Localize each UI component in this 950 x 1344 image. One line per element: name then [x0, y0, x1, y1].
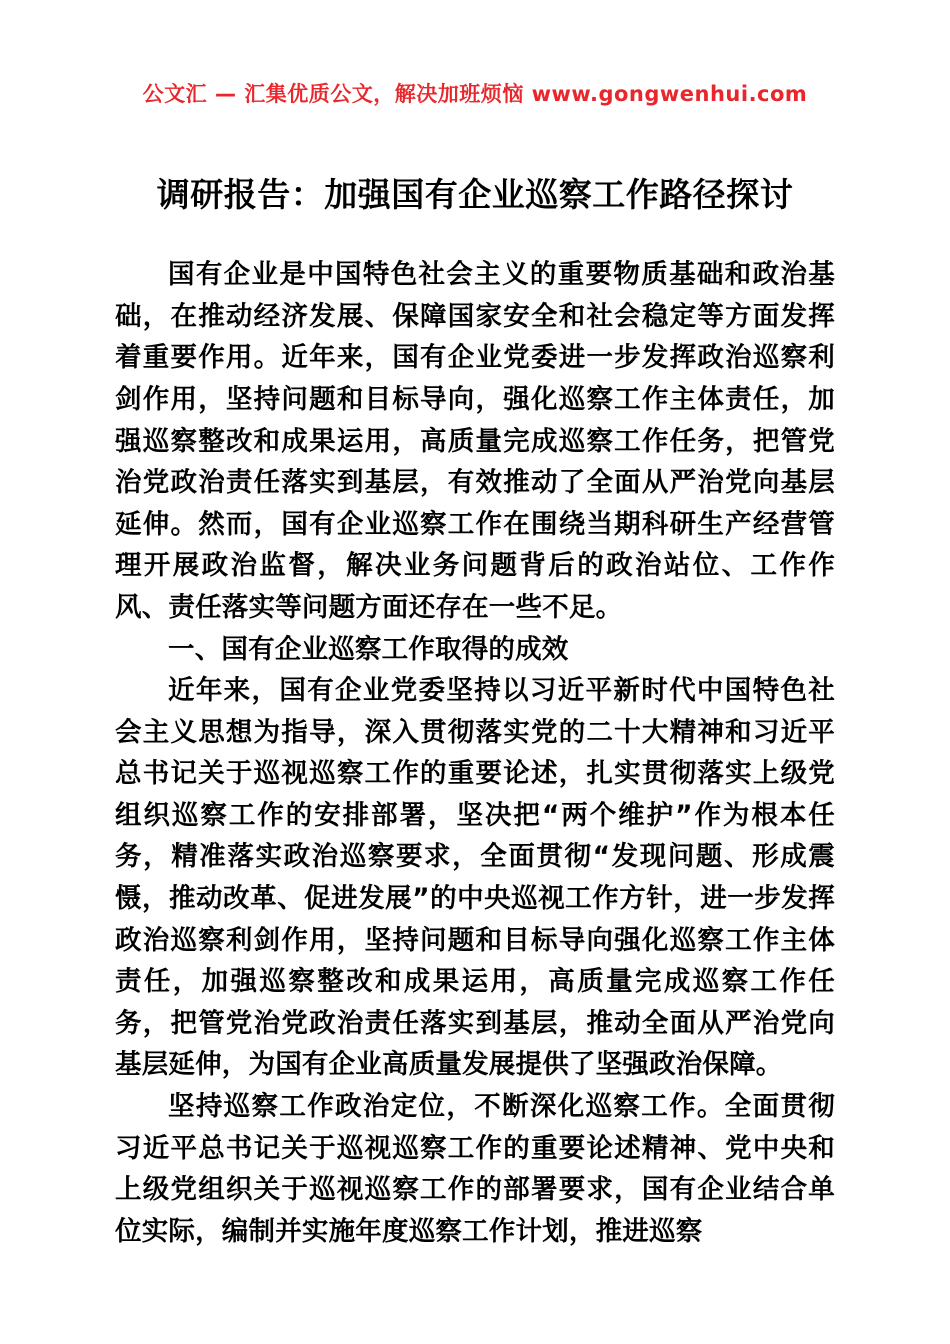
- paragraph-2: 近年来，国有企业党委坚持以习近平新时代中国特色社会主义思想为指导，深入贯彻落实党的二十大精神和习近平总书记关于巡视巡察工作的重要论述，扎实贯彻落实上级党组织巡察工作的安排部署，坚决把“两个维护”作为根本任务，精准落实政治巡察要求，全面贯彻“发现问题、形成震慑，推动改革、促进发展”的中央巡视工作方针，进一步发挥政治巡察利剑作用，坚持问题和目标导向强化巡察工作主体责任，加强巡察整改和成果运用，高质量完成巡察工作任务，把管党治党政治责任落实到基层，推动全面从严治党向基层延伸，为国有企业高质量发展提供了坚强政治保障。: [115, 675, 835, 1081]
- page-title: 调研报告：加强国有企业巡察工作路径探讨: [156, 175, 794, 214]
- watermark-banner: 公文汇 — 汇集优质公文，解决加班烦恼 www.gongwenhui.com: [142, 82, 808, 106]
- paragraph-3: 坚持巡察工作政治定位，不断深化巡察工作。全面贯彻习近平总书记关于巡视巡察工作的重要论述精神、党中央和上级党组织关于巡视巡察工作的部署要求，国有企业结合单位实际，编制并实施年度巡察工作计划，推进巡察: [115, 1091, 835, 1247]
- paragraph-1: 国有企业是中国特色社会主义的重要物质基础和政治基础，在推动经济发展、保障国家安全和社会稳定等方面发挥着重要作用。近年来，国有企业党委进一步发挥政治巡察利剑作用，坚持问题和目标导向，强化巡察工作主体责任，加强巡察整改和成果运用，高质量完成巡察工作任务，把管党治党政治责任落实到基层，有效推动了全面从严治党向基层延伸。然而，国有企业巡察工作在围绕当期科研生产经营管理开展政治监督，解决业务问题背后的政治站位、工作作风、责任落实等问题方面还存在一些不足。: [115, 259, 835, 623]
- section-heading-1: 一、国有企业巡察工作取得的成效: [168, 633, 569, 665]
- document-body: [115, 254, 835, 1252]
